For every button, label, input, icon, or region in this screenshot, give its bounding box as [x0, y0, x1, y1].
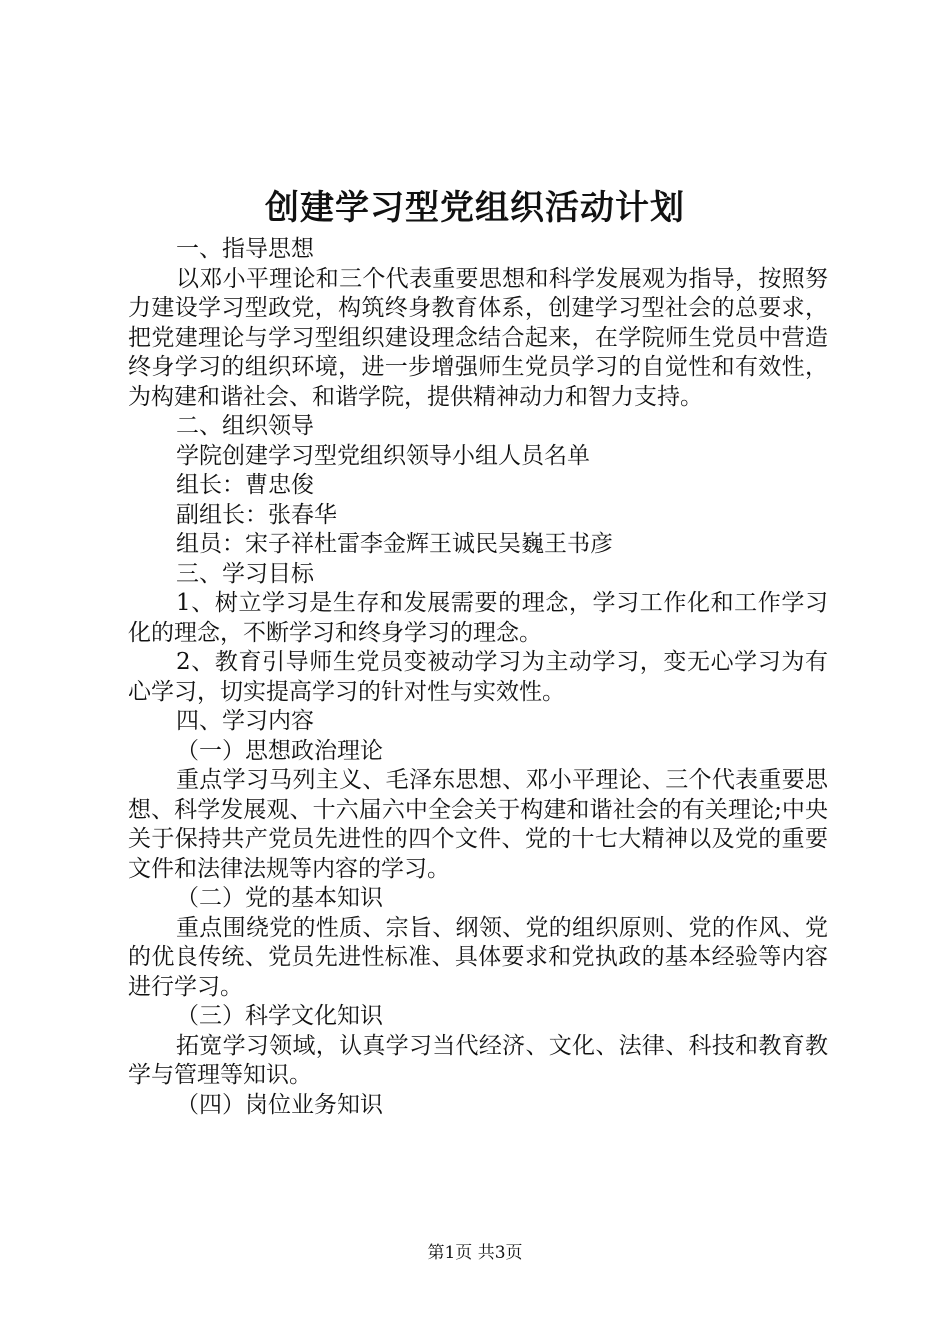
paragraph: 组长：曹忠俊	[176, 472, 314, 498]
paragraph: 副组长：张春华	[176, 501, 337, 528]
document-body	[128, 235, 828, 1120]
page-footer: 第1页 共3页	[427, 1243, 523, 1263]
paragraph: 学院创建学习型党组织领导小组人员名单	[176, 442, 590, 469]
paragraph: （一）思想政治理论	[176, 737, 383, 764]
paragraph: 重点围绕党的性质、宗旨、纲领、党的组织原则、党的作风、党的优良传统、党员先进性标准、具体要求和党执政的基本经验等内容进行学习。	[128, 914, 828, 1000]
paragraph: （四）岗位业务知识	[176, 1091, 383, 1118]
paragraph: 二、组织领导	[176, 413, 314, 439]
paragraph: 以邓小平理论和三个代表重要思想和科学发展观为指导，按照努力建设学习型政党，构筑终身教育体系，创建学习型社会的总要求，把党建理论与学习型组织建设理念结合起来，在学院师生党员中营造终身学习的组织环境，进一步增强师生党员学习的自觉性和有效性，为构建和谐社会、和谐学院，提供精神动力和智力支持。	[128, 265, 828, 410]
paragraph: 四、学习内容	[176, 708, 314, 734]
document-title: 创建学习型党组织活动计划	[265, 188, 685, 228]
paragraph: 组员：宋子祥杜雷李金辉王诚民吴巍王书彦	[176, 531, 613, 557]
paragraph: 一、指导思想	[176, 236, 314, 262]
paragraph: （二）党的基本知识	[176, 885, 383, 911]
paragraph: 2、教育引导师生党员变被动学习为主动学习，变无心学习为有心学习，切实提高学习的针对性与实效性。	[128, 649, 828, 705]
paragraph: （三）科学文化知识	[176, 1003, 383, 1029]
paragraph: 重点学习马列主义、毛泽东思想、邓小平理论、三个代表重要思想、科学发展观、十六届六中全会关于构建和谐社会的有关理论;中央关于保持共产党员先进性的四个文件、党的十七大精神以及党的重要文件和法律法规等内容的学习。	[128, 767, 828, 882]
paragraph: 1、树立学习是生存和发展需要的理念，学习工作化和工作学习化的理念，不断学习和终身学习的理念。	[128, 590, 828, 646]
paragraph: 三、学习目标	[176, 560, 314, 587]
paragraph: 拓宽学习领域，认真学习当代经济、文化、法律、科技和教育教学与管理等知识。	[128, 1032, 828, 1088]
